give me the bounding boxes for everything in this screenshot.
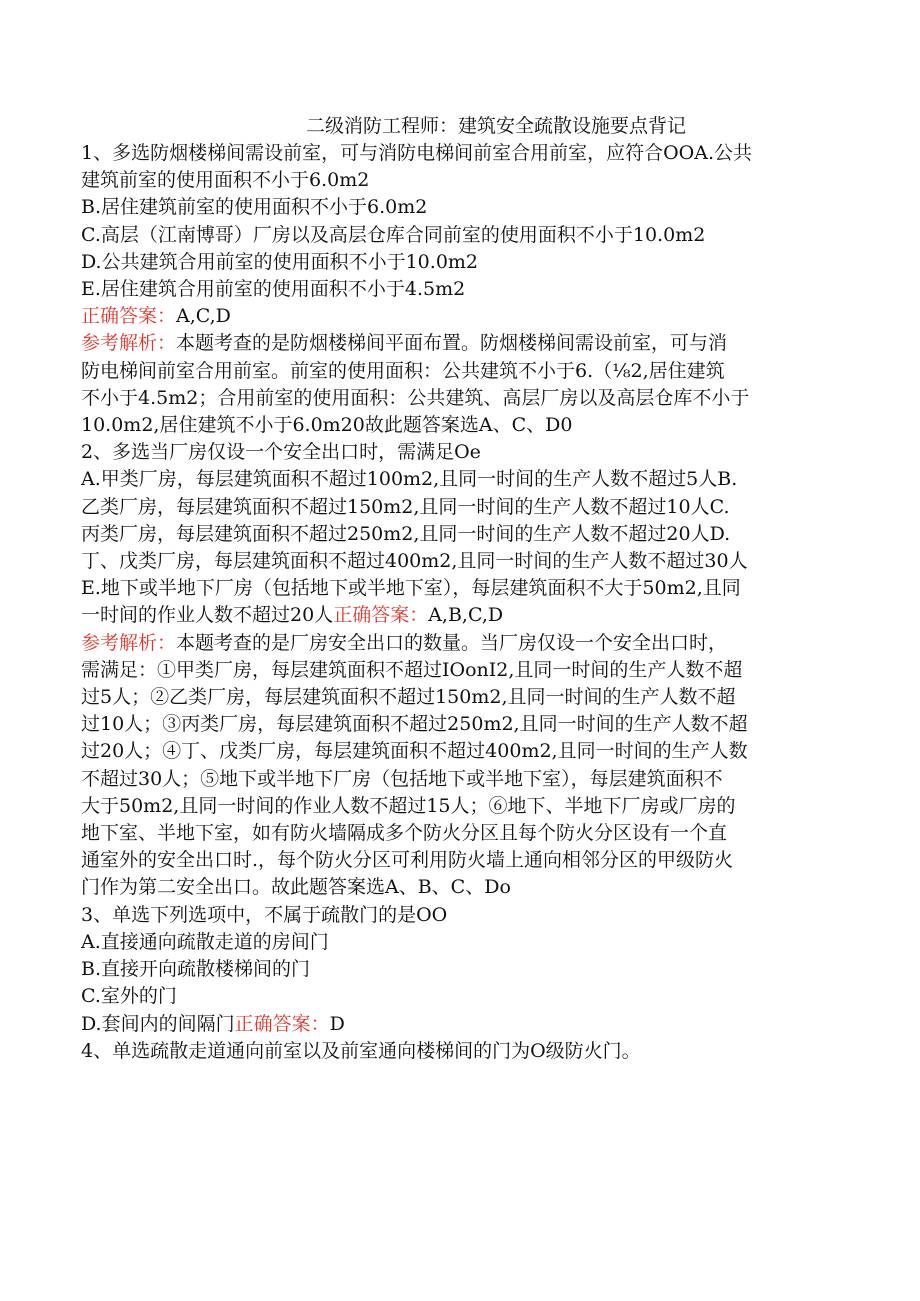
text-line — [81, 1011, 841, 1038]
text-segment: E.居住建筑合用前室的使用面积不小于4.5m2 — [81, 278, 466, 301]
text-segment: 本题考查的是防烟楼梯间平面布置。防烟楼梯间需设前室，可与消 — [176, 332, 728, 355]
text-segment: D.套间内的间隔门 — [81, 1012, 235, 1035]
text-segment: 乙类厂房，每层建筑面积不超过150m2,且同一时间的生产人数不超过10人C. — [81, 495, 730, 518]
text-line — [81, 466, 841, 493]
text-segment: 1、多选防烟楼梯间需设前室，可与消防电梯间前室合用前室，应符合OOA.公共 — [81, 142, 753, 164]
text-segment: 过10人；③丙类厂房，每层建筑面积不超过250m2,且同一时间的生产人数不超 — [81, 713, 748, 736]
answer-label: 正确答案： — [333, 604, 429, 627]
text-line — [81, 1038, 841, 1065]
answer-label: 参考解析： — [81, 332, 177, 355]
text-segment: 丙类厂房，每层建筑面积不超过250m2,且同一时间的生产人数不超过20人D. — [81, 522, 731, 545]
text-segment: A.直接通向疏散走道的房间门 — [81, 930, 329, 953]
answer-label: 正确答案： — [81, 305, 177, 328]
text-line — [81, 439, 841, 466]
text-line — [81, 657, 841, 684]
text-segment: C.室外的门 — [81, 985, 177, 1008]
text-segment: 不小于4.5m2；合用前室的使用面积：公共建筑、高层厂房以及高层仓库不小于 — [81, 386, 750, 409]
text-segment: 一时间的作业人数不超过20人 — [81, 604, 334, 627]
answer-label: 参考解析： — [81, 631, 177, 654]
text-line — [81, 793, 841, 820]
text-segment: 本题考查的是厂房安全出口的数量。当厂房仅设一个安全出口时， — [176, 631, 728, 654]
text-segment: D.公共建筑合用前室的使用面积不小于10.0m2 — [81, 250, 479, 273]
text-segment: 需满足：①甲类厂房，每层建筑面积不超过IOonI2,且同一时间的生产人数不超 — [81, 658, 743, 681]
text-segment: 丁、戊类厂房，每层建筑面积不超过400m2,且同一时间的生产人数不超过30人 — [81, 550, 748, 573]
text-line — [81, 956, 841, 983]
text-line — [81, 738, 841, 765]
text-line — [81, 358, 841, 385]
text-line — [81, 385, 841, 412]
document-body — [81, 112, 841, 1065]
text-line — [81, 874, 841, 901]
text-segment: 3、单选下列选项中，不属于疏散门的是OO — [81, 903, 448, 926]
text-line — [81, 249, 841, 276]
text-line — [81, 902, 841, 929]
text-line — [81, 983, 841, 1010]
text-segment: 大于50m2,且同一时间的作业人数不超过15人；⑥地下、半地下厂房或厂房的 — [81, 794, 736, 817]
text-line — [81, 194, 841, 221]
text-line — [81, 630, 841, 657]
text-line — [81, 847, 841, 874]
text-line — [81, 684, 841, 711]
text-line — [81, 521, 841, 548]
text-line — [81, 494, 841, 521]
text-segment: D — [329, 1012, 345, 1035]
text-segment: 地下室、半地下室，如有防火墙隔成多个防火分区且每个防火分区设有一个直 — [81, 822, 728, 845]
text-segment: A,C,D — [176, 305, 231, 328]
document-title: 二级消防工程师：建筑安全疏散设施要点背记 — [305, 115, 686, 137]
text-segment: A.甲类厂房，每层建筑面积不超过100m2,且同一时间的生产人数不超过5人B. — [81, 468, 738, 491]
text-segment: 通室外的安全出口时.，每个防火分区可利用防火墙上通向相邻分区的甲级防火 — [81, 849, 734, 872]
text-segment: 门作为第二安全出口。故此题答案选A、B、C、Do — [81, 876, 511, 899]
text-segment: A,B,C,D — [428, 604, 504, 627]
text-line — [81, 412, 841, 439]
text-line — [81, 929, 841, 956]
answer-label: 正确答案： — [234, 1012, 330, 1035]
text-segment: E.地下或半地下厂房（包括地下或半地下室），每层建筑面积不大于50m2,且同 — [81, 577, 741, 600]
text-line — [81, 548, 841, 575]
text-segment: 10.0m2,居住建筑不小于6.0m20故此题答案选A、C、D0 — [81, 414, 573, 437]
text-segment: 建筑前室的使用面积不小于6.0m2 — [81, 169, 370, 192]
text-segment: 过20人；④丁、戊类厂房，每层建筑面积不超过400m2,且同一时间的生产人数 — [81, 740, 748, 763]
text-segment: C.高层（江南博哥）厂房以及高层仓库合同前室的使用面积不小于10.0m2 — [81, 223, 706, 246]
text-line — [81, 602, 841, 629]
text-line — [81, 303, 841, 330]
text-line — [81, 820, 841, 847]
text-segment: B.直接开向疏散楼梯间的门 — [81, 958, 311, 981]
text-line — [81, 167, 841, 194]
text-line — [81, 330, 841, 357]
text-line — [81, 140, 841, 167]
text-segment: 不超过30人；⑤地下或半地下厂房（包括地下或半地下室），每层建筑面积不 — [81, 767, 723, 790]
text-line — [81, 575, 841, 602]
text-segment: 4、单选疏散走道通向前室以及前室通向楼梯间的门为O级防火门。 — [81, 1039, 641, 1062]
text-line — [81, 222, 841, 249]
text-line — [81, 711, 841, 738]
text-segment: B.居住建筑前室的使用面积不小于6.0m2 — [81, 196, 428, 219]
document-text — [81, 140, 841, 1065]
text-segment: 防电梯间前室合用前室。前室的使用面积：公共建筑不小于6.（⅛2,居住建筑 — [81, 359, 725, 382]
text-line — [81, 276, 841, 303]
text-segment: 2、多选当厂房仅设一个安全出口时，需满足Oe — [81, 441, 481, 464]
text-segment: 过5人；②乙类厂房，每层建筑面积不超过150m2,且同一时间的生产人数不超 — [81, 686, 736, 709]
text-line — [81, 766, 841, 793]
